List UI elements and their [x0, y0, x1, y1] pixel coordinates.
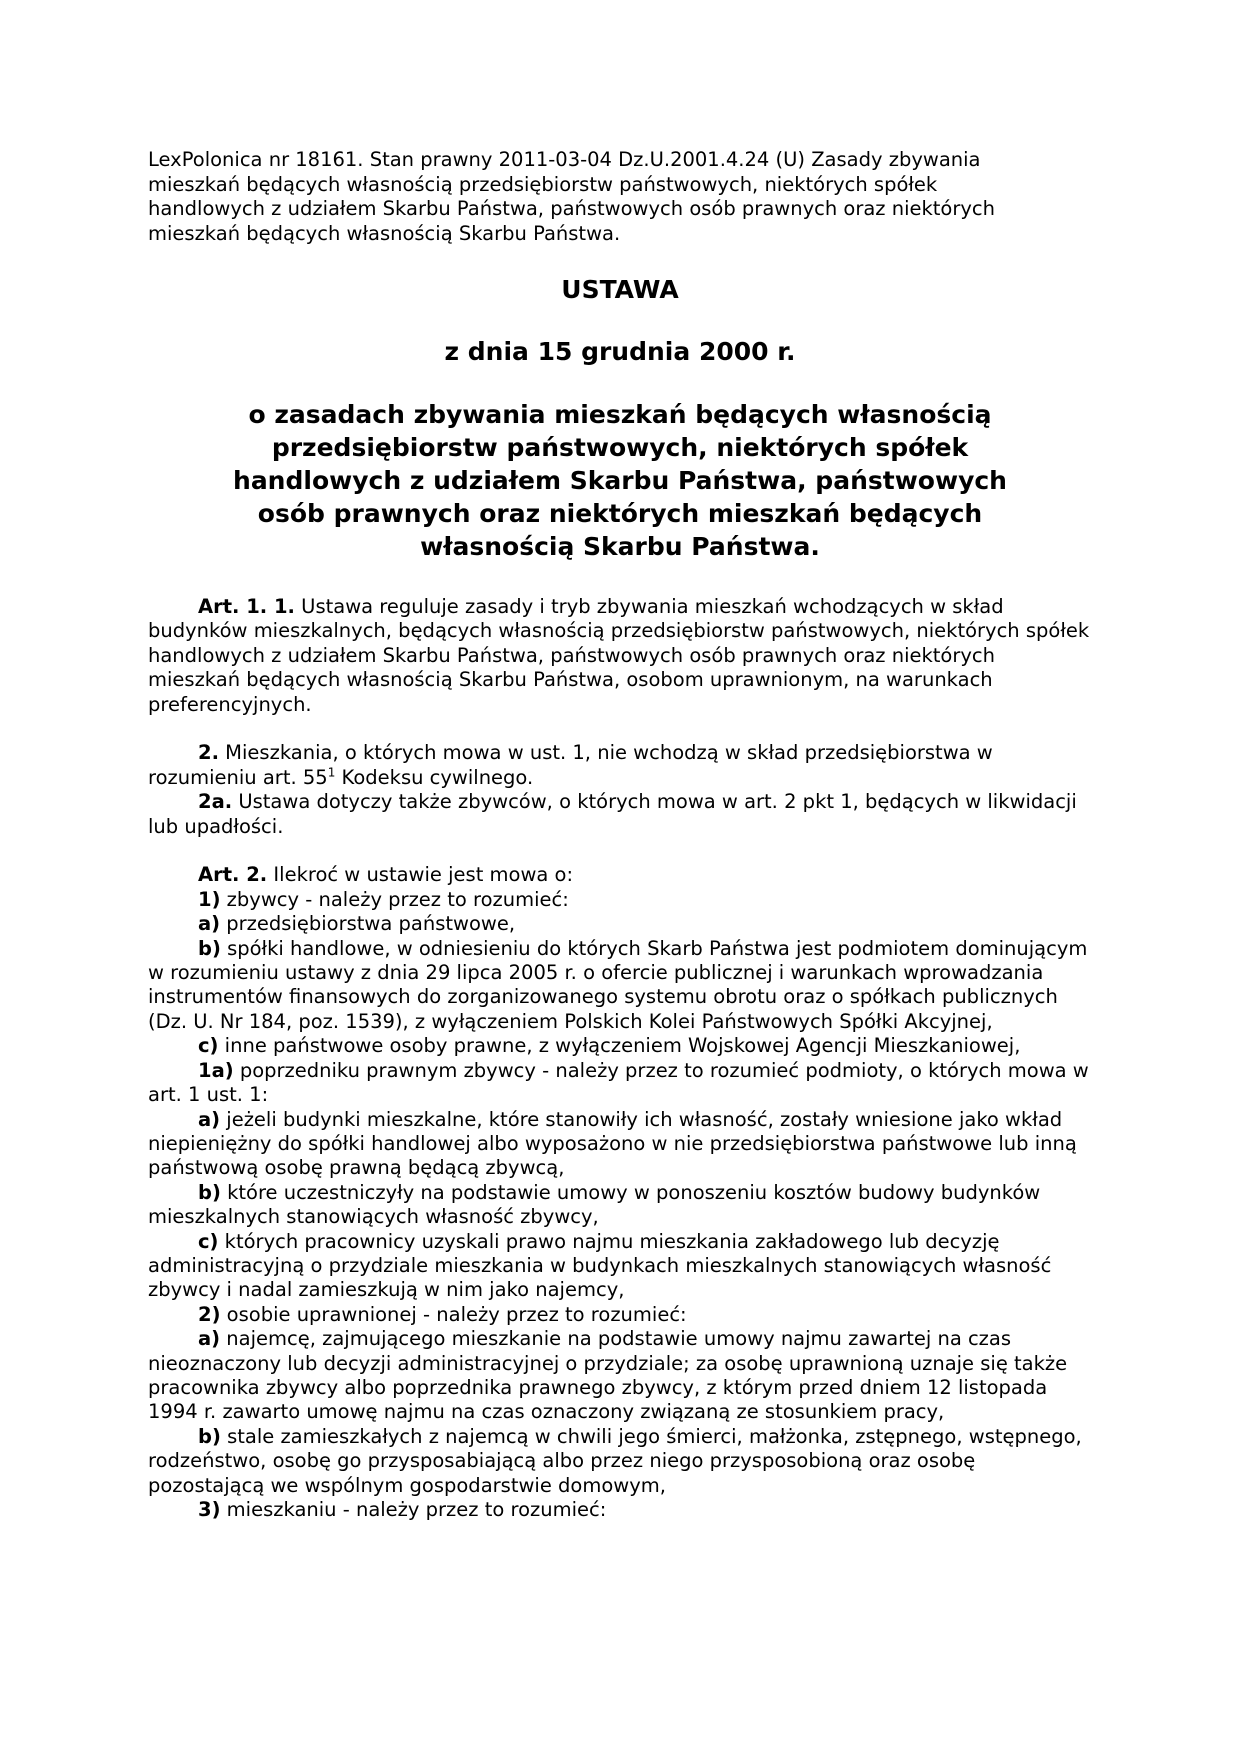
item-label: 1)	[198, 887, 221, 911]
art1-paragraph-2	[148, 741, 1092, 790]
art2-list-item	[148, 1425, 1092, 1498]
art2-items-list	[148, 888, 1092, 1523]
art1-paragraph-2a	[148, 790, 1092, 839]
item-text: jeżeli budynki mieszkalne, które stanowiły ich własność, zostały wniesione jako wkład niepieniężny do spółki handlowej albo wyposażono w nie przedsiębiorstwa państwowe lub inną państwową osobę prawną będącą zbywcą,	[148, 1107, 1077, 1180]
item-text: przedsiębiorstwa państwowe,	[220, 912, 516, 936]
item-text: które uczestniczyły na podstawie umowy w ponoszeniu kosztów budowy budynków mieszkalnych stanowiących własność zbywcy,	[148, 1180, 1041, 1229]
art2-list-item	[148, 1059, 1092, 1108]
art1-p2a-text: Ustawa dotyczy także zbywców, o których mowa w art. 2 pkt 1, będących w likwidacji lub upadłości.	[148, 790, 1077, 838]
item-label: c)	[198, 1229, 219, 1253]
act-date: z dnia 15 grudnia 2000 r.	[444, 337, 796, 366]
act-subject: o zasadach zbywania mieszkań będących własnością przedsiębiorstw państwowych, niektórych spółek handlowych z udziałem Skarbu Państwa, państwowych osób prawnych oraz niektórych mieszkań będących własnością Skarbu Państwa.	[233, 400, 1007, 561]
item-text: zbywcy - należy przez to rozumieć:	[220, 887, 569, 911]
spacer	[148, 717, 1092, 741]
art1-p2a-label: 2a.	[198, 790, 233, 814]
art2-list-item	[148, 1108, 1092, 1181]
art1-p1-text: Ustawa reguluje zasady i tryb zbywania mieszkań wchodzących w skład budynków mieszkalnych, będących własnością przedsiębiorstw państwowych, niektórych spółek handlowych z udziałem Skarbu Państwa, państwowych osób prawnych oraz niektórych mieszkań będących własnością Skarbu Państwa, osobom uprawnionym, na warunkach preferencyjnych.	[148, 595, 1090, 716]
art1-p2-label: 2.	[198, 741, 219, 765]
item-text: mieszkaniu - należy przez to rozumieć:	[220, 1498, 607, 1521]
act-type-title: USTAWA	[561, 275, 679, 304]
art1-p2-text: Mieszkania, o których mowa w ust. 1, nie wchodzą w skład przedsiębiorstwa w rozumieniu art. 55	[148, 741, 993, 789]
art2-list-item	[148, 1230, 1092, 1303]
art2-list-item	[148, 1181, 1092, 1230]
art2-list-item	[148, 888, 1092, 912]
art2-list-item	[148, 1498, 1092, 1522]
item-label: b)	[198, 1180, 221, 1204]
art2-label: Art. 2.	[198, 863, 268, 887]
item-label: 2)	[198, 1302, 221, 1326]
item-text: najemcę, zajmującego mieszkanie na podstawie umowy najmu zawartej na czas nieoznaczony lub decyzji administracyjnej o przydziale; za osobę uprawnioną uznaje się także pracownika zbywcy albo poprzednika prawnego zbywcy, z którym przed dniem 12 listopada 1994 r. zawarto umowę najmu na czas oznaczony związaną ze stosunkiem pracy,	[148, 1327, 1068, 1424]
item-label: c)	[198, 1034, 219, 1058]
art2-intro	[148, 863, 1092, 887]
art2-list-item	[148, 1327, 1092, 1425]
item-text: inne państwowe osoby prawne, z wyłączeniem Wojskowej Agencji Mieszkaniowej,	[218, 1034, 1021, 1058]
item-text: których pracownicy uzyskali prawo najmu mieszkania zakładowego lub decyzję administracyjną o przydziale mieszkania w budynkach mieszkalnych stanowiących własność zbywcy i nadal zamieszkują w nim jako najemcy,	[148, 1229, 1052, 1302]
footnote-superscript: 1	[327, 765, 336, 780]
document-body	[148, 595, 1092, 1522]
item-label: 1a)	[198, 1058, 234, 1082]
art1-p2-text-end: Kodeksu cywilnego.	[335, 765, 534, 789]
art2-list-item	[148, 1034, 1092, 1058]
item-text: poprzedniku prawnym zbywcy - należy przez to rozumieć podmioty, o których mowa w art. 1 ust. 1:	[148, 1058, 1089, 1107]
item-text: osobie uprawnionej - należy przez to rozumieć:	[220, 1302, 687, 1326]
item-label: b)	[198, 936, 221, 960]
item-label: 3)	[198, 1498, 221, 1521]
document-header: LexPolonica nr 18161. Stan prawny 2011-03-04 Dz.U.2001.4.24 (U) Zasady zbywania mieszkań będących własnością przedsiębiorstw państwowych, niektórych spółek handlowych z udziałem Skarbu Państwa, państwowych osób prawnych oraz niektórych mieszkań będących własnością Skarbu Państwa.	[148, 148, 996, 245]
item-label: a)	[198, 912, 221, 936]
art1-label: Art. 1. 1.	[198, 595, 295, 618]
art2-list-item	[148, 1303, 1092, 1327]
item-label: a)	[198, 1327, 221, 1351]
art2-intro-text: Ilekroć w ustawie jest mowa o:	[267, 863, 574, 887]
item-text: stale zamieszkałych z najemcą w chwili jego śmierci, małżonka, zstępnego, wstępnego, rodzeństwo, osobę go przysposabiającą albo przez niego przysposobioną oraz osobę pozostającą we wspólnym gospodarstwie domowym,	[148, 1424, 1082, 1497]
item-text: spółki handlowe, w odniesieniu do których Skarb Państwa jest podmiotem dominującym w rozumieniu ustawy z dnia 29 lipca 2005 r. o ofercie publicznej i warunkach wprowadzania instrumentów finansowych do zorganizowanego systemu obrotu oraz o spółkach publicznych (Dz. U. Nr 184, poz. 1539), z wyłączeniem Polskich Kolei Państwowych Spółki Akcyjnej,	[148, 936, 1088, 1033]
art2-list-item	[148, 912, 1092, 936]
art2-list-item	[148, 937, 1092, 1035]
item-label: a)	[198, 1107, 221, 1131]
item-label: b)	[198, 1424, 221, 1448]
spacer	[148, 839, 1092, 863]
art1-paragraph-1	[148, 595, 1092, 717]
